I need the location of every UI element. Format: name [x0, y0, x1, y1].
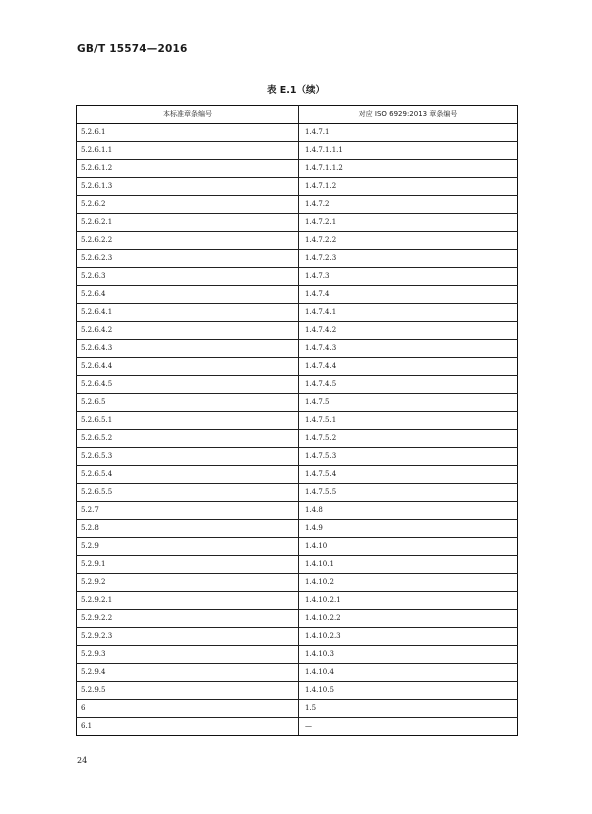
iso-clause-number-cell: 1.4.7.5.2: [299, 430, 518, 448]
iso-clause-number-cell: 1.4.10.4: [299, 664, 518, 682]
clause-number-cell: 5.2.9.2.3: [77, 628, 299, 646]
iso-clause-number-cell: 1.4.7.5: [299, 394, 518, 412]
clause-number-cell: 5.2.9: [77, 538, 299, 556]
iso-clause-number-cell: 1.4.7.4.1: [299, 304, 518, 322]
clause-number-cell: 5.2.7: [77, 502, 299, 520]
clause-number-cell: 5.2.6.4.3: [77, 340, 299, 358]
table-row: [77, 160, 518, 178]
table-row: [77, 340, 518, 358]
clause-number-cell: 5.2.9.4: [77, 664, 299, 682]
table-row: [77, 322, 518, 340]
clause-number-cell: 5.2.6.2.1: [77, 214, 299, 232]
clause-number-cell: 5.2.6.1.2: [77, 160, 299, 178]
iso-clause-number-cell: 1.4.10.3: [299, 646, 518, 664]
table-row: [77, 520, 518, 538]
table-row: [77, 574, 518, 592]
table-header-row: [77, 106, 518, 124]
table-row: [77, 124, 518, 142]
clause-number-cell: 5.2.9.1: [77, 556, 299, 574]
iso-clause-number-cell: 1.4.7.5.5: [299, 484, 518, 502]
iso-clause-number-cell: 1.4.10.2.3: [299, 628, 518, 646]
iso-clause-number-cell: 1.4.7.1: [299, 124, 518, 142]
clause-number-cell: 5.2.6.4.1: [77, 304, 299, 322]
iso-clause-number-cell: 1.4.7.4.5: [299, 376, 518, 394]
clause-number-cell: 5.2.9.2.2: [77, 610, 299, 628]
table-row: [77, 142, 518, 160]
table-row: [77, 286, 518, 304]
iso-clause-number-cell: 1.4.7.2.3: [299, 250, 518, 268]
table-caption: 表 E.1（续）: [266, 85, 326, 96]
iso-clause-number-cell: 1.4.10.2.1: [299, 592, 518, 610]
clause-number-cell: 5.2.6.5.1: [77, 412, 299, 430]
table-row: [77, 466, 518, 484]
column-header-this-standard: 本标准章条编号: [77, 106, 299, 124]
clause-number-cell: 5.2.6.4.5: [77, 376, 299, 394]
table-row: [77, 628, 518, 646]
clause-number-cell: 6: [77, 700, 299, 718]
table-row: [77, 304, 518, 322]
clause-number-cell: 5.2.6.5.2: [77, 430, 299, 448]
clause-number-cell: 5.2.9.2: [77, 574, 299, 592]
table-row: [77, 700, 518, 718]
iso-clause-number-cell: 1.4.10.1: [299, 556, 518, 574]
clause-number-cell: 5.2.9.5: [77, 682, 299, 700]
column-header-iso: 对应 ISO 6929:2013 章条编号: [299, 106, 518, 124]
clause-number-cell: 5.2.6.2.2: [77, 232, 299, 250]
table-row: [77, 178, 518, 196]
iso-clause-number-cell: 1.4.7.4.4: [299, 358, 518, 376]
clause-number-cell: 5.2.6.5.3: [77, 448, 299, 466]
iso-clause-number-cell: 1.4.7.5.1: [299, 412, 518, 430]
iso-clause-number-cell: 1.4.7.3: [299, 268, 518, 286]
table-row: [77, 682, 518, 700]
clause-number-cell: 5.2.6.1.1: [77, 142, 299, 160]
iso-clause-number-cell: 1.4.7.1.1.2: [299, 160, 518, 178]
table-row: [77, 196, 518, 214]
table-row: [77, 430, 518, 448]
table-row: [77, 214, 518, 232]
table-row: [77, 250, 518, 268]
iso-clause-number-cell: 1.4.9: [299, 520, 518, 538]
table-row: [77, 610, 518, 628]
iso-clause-number-cell: 1.4.10.2: [299, 574, 518, 592]
clause-number-cell: 5.2.9.3: [77, 646, 299, 664]
iso-clause-number-cell: 1.4.7.2.1: [299, 214, 518, 232]
page-number: 24: [77, 756, 88, 765]
iso-clause-number-cell: 1.4.7.4: [299, 286, 518, 304]
clause-number-cell: 6.1: [77, 718, 299, 736]
correspondence-table: [76, 105, 518, 736]
iso-clause-number-cell: 1.4.10.2.2: [299, 610, 518, 628]
clause-number-cell: 5.2.8: [77, 520, 299, 538]
table-row: [77, 376, 518, 394]
table-row: [77, 502, 518, 520]
iso-clause-number-cell: 1.4.7.5.3: [299, 448, 518, 466]
table-row: [77, 268, 518, 286]
iso-clause-number-cell: 1.4.7.5.4: [299, 466, 518, 484]
table-row: [77, 592, 518, 610]
table-row: [77, 448, 518, 466]
clause-number-cell: 5.2.6.2: [77, 196, 299, 214]
table-row: [77, 394, 518, 412]
iso-clause-number-cell: 1.4.8: [299, 502, 518, 520]
iso-clause-number-cell: 1.4.7.2.2: [299, 232, 518, 250]
clause-number-cell: 5.2.6.4.4: [77, 358, 299, 376]
clause-number-cell: 5.2.6.1.3: [77, 178, 299, 196]
iso-clause-number-cell: 1.5: [299, 700, 518, 718]
iso-clause-number-cell: 1.4.10: [299, 538, 518, 556]
clause-number-cell: 5.2.6.1: [77, 124, 299, 142]
table-row: [77, 232, 518, 250]
table-row: [77, 538, 518, 556]
clause-number-cell: 5.2.9.2.1: [77, 592, 299, 610]
table-row: [77, 358, 518, 376]
table-row: [77, 412, 518, 430]
iso-clause-number-cell: 1.4.7.4.2: [299, 322, 518, 340]
table-row: [77, 718, 518, 736]
iso-clause-number-cell: 1.4.7.2: [299, 196, 518, 214]
iso-clause-number-cell: 1.4.7.1.2: [299, 178, 518, 196]
clause-number-cell: 5.2.6.2.3: [77, 250, 299, 268]
clause-number-cell: 5.2.6.3: [77, 268, 299, 286]
clause-number-cell: 5.2.6.5.4: [77, 466, 299, 484]
iso-clause-number-cell: 1.4.7.4.3: [299, 340, 518, 358]
standard-code: GB/T 15574—2016: [77, 43, 188, 55]
table-row: [77, 556, 518, 574]
table-row: [77, 646, 518, 664]
table-row: [77, 664, 518, 682]
iso-clause-number-cell: 1.4.10.5: [299, 682, 518, 700]
table-row: [77, 484, 518, 502]
clause-number-cell: 5.2.6.5.5: [77, 484, 299, 502]
iso-clause-number-cell: —: [299, 718, 518, 736]
clause-number-cell: 5.2.6.4: [77, 286, 299, 304]
iso-clause-number-cell: 1.4.7.1.1.1: [299, 142, 518, 160]
clause-number-cell: 5.2.6.4.2: [77, 322, 299, 340]
table-body: [77, 124, 518, 736]
clause-number-cell: 5.2.6.5: [77, 394, 299, 412]
